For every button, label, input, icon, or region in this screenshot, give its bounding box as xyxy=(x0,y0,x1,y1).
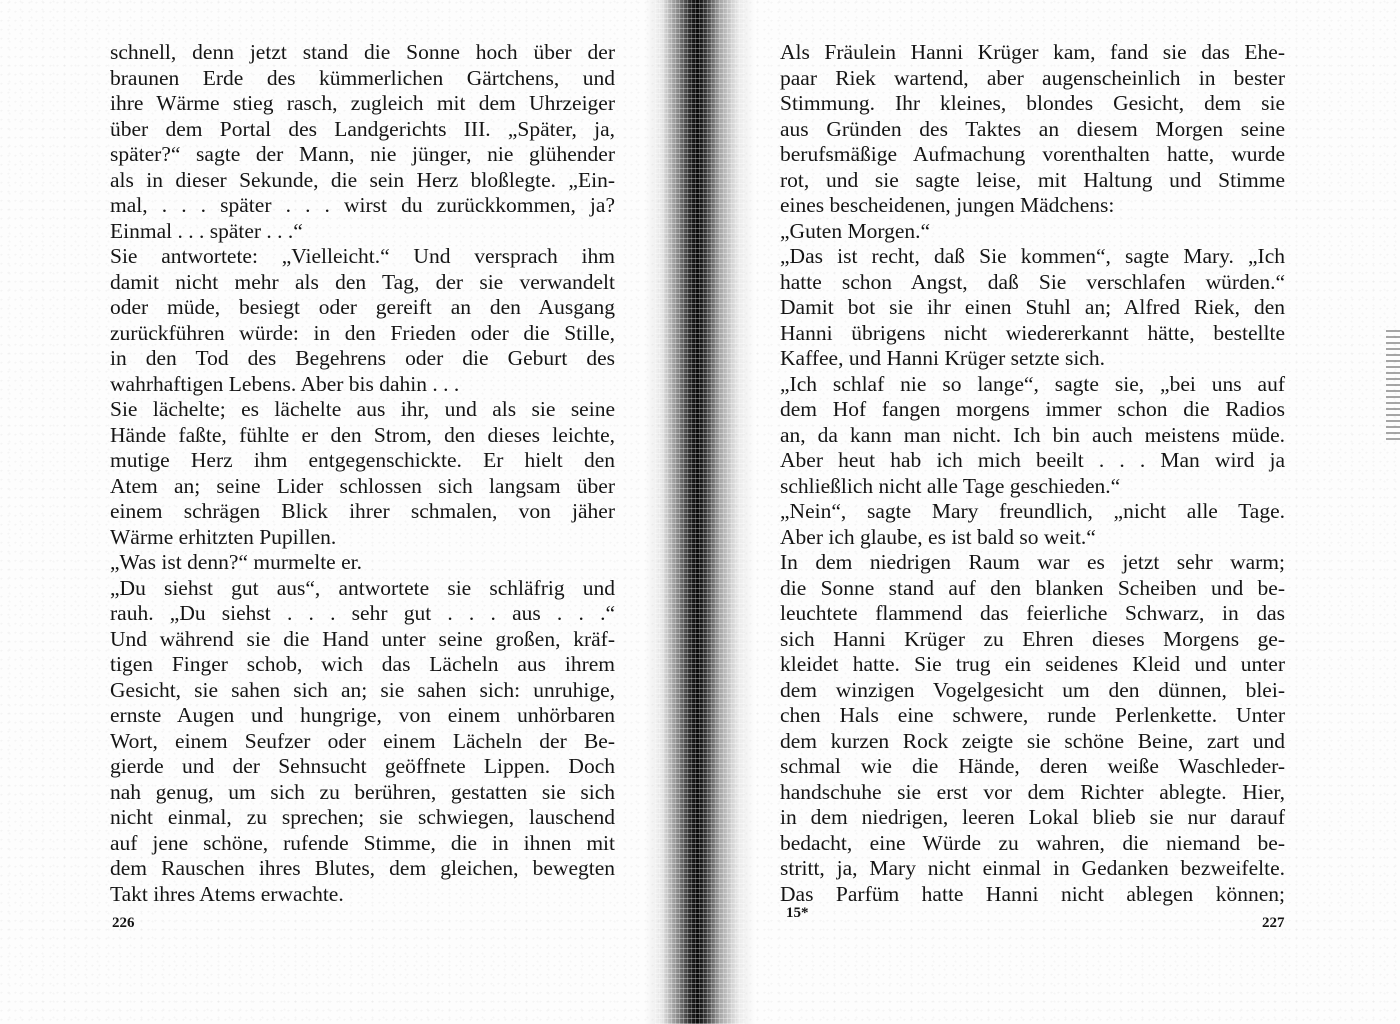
text-line: schließlich nicht alle Tage geschieden.“ xyxy=(780,473,1121,498)
text-line: kleidet hatte. Sie trug ein seidenes Kleid und unter xyxy=(780,652,1285,676)
text-line: Hände faßte, fühlte er den Strom, den dieses leichte, xyxy=(110,422,615,447)
text-line: dem Rauschen ihres Blutes, dem gleichen, bewegten xyxy=(110,856,615,880)
text-line: zurückführen würde: in den Frieden oder die Stille, xyxy=(110,320,615,345)
text-line: einem schrägen Blick ihrer schmalen, von jäher xyxy=(110,499,615,523)
text-line: dem winzigen Vogelgesicht um den dünnen, blei- xyxy=(780,677,1285,702)
signature-mark: 15* xyxy=(786,905,809,921)
text-line: Einmal . . . später . . .“ xyxy=(110,218,303,243)
text-line: tigen Finger schob, wich das Lächeln aus ihrem xyxy=(110,652,615,676)
text-line: Wärme erhitzten Pupillen. xyxy=(110,524,337,549)
text-line: Sie antwortete: „Vielleicht.“ Und versprach ihm xyxy=(110,244,615,268)
text-line: damit nicht mehr als den Tag, der sie verwandelt xyxy=(110,269,615,294)
text-line: rauh. „Du siehst . . . sehr gut . . . aus . . .“ xyxy=(110,601,615,625)
text-line: aus Gründen des Taktes an diesem Morgen seine xyxy=(780,116,1285,141)
text-line: oder müde, besiegt oder gereift an den Ausgang xyxy=(110,295,615,319)
text-line: Atem an; seine Lider schlossen sich langsam über xyxy=(110,473,615,498)
text-line: wahrhaftigen Lebens. Aber bis dahin . . . xyxy=(110,371,460,396)
text-line: Als Fräulein Hanni Krüger kam, fand sie das Ehe- xyxy=(780,40,1285,64)
left-page-number: 226 xyxy=(112,915,135,931)
text-line: gierde und der Sehnsucht geöffnete Lippen. Doch xyxy=(110,754,615,778)
text-line: nah genug, um sich zu berühren, gestatten sie sich xyxy=(110,779,615,804)
text-line: mutige Herz ihm entgegenschickte. Er hielt den xyxy=(110,448,615,472)
text-line: über dem Portal des Landgerichts III. „Später, ja, xyxy=(110,116,615,141)
text-line: Gesicht, sie sahen sich an; sie sahen sich: unruhige, xyxy=(110,677,615,702)
text-line: Kaffee, und Hanni Krüger setzte sich. xyxy=(780,346,1105,370)
text-line: Das Parfüm hatte Hanni nicht ablegen können; xyxy=(780,881,1285,906)
text-line: Damit bot sie ihr einen Stuhl an; Alfred Riek, den xyxy=(780,295,1285,319)
text-line: in den Tod des Begehrens oder die Geburt des xyxy=(110,346,615,370)
text-line: Takt ihres Atems erwachte. xyxy=(110,881,344,906)
text-line: dem kurzen Rock zeigte sie schöne Beine, zart und xyxy=(780,728,1285,753)
right-page-text xyxy=(780,40,1285,907)
right-page-number: 227 xyxy=(1262,915,1285,931)
text-line: „Ich schlaf nie so lange“, sagte sie, „bei uns auf xyxy=(780,371,1285,396)
text-line: „Guten Morgen.“ xyxy=(780,218,931,243)
text-line: Hanni übrigens nicht wiedererkannt hätte, bestellte xyxy=(780,320,1285,345)
text-line: paar Riek wartend, aber augenscheinlich in bester xyxy=(780,65,1285,90)
text-line: hatte schon Angst, daß Sie verschlafen würden.“ xyxy=(780,269,1285,294)
text-line: dem Hof fangen morgens immer schon die Radios xyxy=(780,397,1285,421)
text-line: Aber heut hab ich mich beeilt . . . Man wird ja xyxy=(780,448,1285,472)
text-line: auf jene schöne, rufende Stimme, die in ihnen mit xyxy=(110,830,615,855)
text-line: schnell, denn jetzt stand die Sonne hoch über der xyxy=(110,40,615,64)
text-line: ihre Wärme stieg rasch, zugleich mit dem Uhrzeiger xyxy=(110,91,615,115)
text-line: eines bescheidenen, jungen Mädchens: xyxy=(780,193,1115,217)
text-line: handschuhe sie erst vor dem Richter ablegte. Hier, xyxy=(780,779,1285,804)
text-line: Wort, einem Seufzer oder einem Lächeln der Be- xyxy=(110,728,615,753)
text-line: rot, und sie sagte leise, mit Haltung und Stimme xyxy=(780,167,1285,192)
text-line: als in dieser Sekunde, die sein Herz bloßlegte. „Ein- xyxy=(110,167,615,192)
text-line: Aber ich glaube, es ist bald so weit.“ xyxy=(780,524,1096,549)
text-line: stritt, ja, Mary nicht einmal in Gedanken bezweifelte. xyxy=(780,856,1285,880)
text-line: bedacht, eine Würde zu wahren, die niemand be- xyxy=(780,830,1285,855)
text-line: später?“ sagte der Mann, nie jünger, nie glühender xyxy=(110,142,615,166)
text-line: chen Hals eine schwere, runde Perlenkette. Unter xyxy=(780,703,1285,727)
text-line: leuchtete flammend das feierliche Schwarz, in das xyxy=(780,601,1285,625)
text-line: „Das ist recht, daß Sie kommen“, sagte Mary. „Ich xyxy=(780,244,1285,268)
text-line: schmal wie die Hände, deren weiße Waschleder- xyxy=(780,754,1285,778)
text-line: ernste Augen und hungrige, von einem unhörbaren xyxy=(110,703,615,727)
text-line: „Du siehst gut aus“, antwortete sie schläfrig und xyxy=(110,575,615,600)
text-line: sich Hanni Krüger zu Ehren dieses Morgens ge- xyxy=(780,626,1285,651)
page-edge-scan-mark xyxy=(1386,330,1400,440)
text-line: In dem niedrigen Raum war es jetzt sehr warm; xyxy=(780,550,1285,574)
text-line: an, da kann man nicht. Ich bin auch meistens müde. xyxy=(780,422,1285,447)
text-line: mal, . . . später . . . wirst du zurückkommen, ja? xyxy=(110,193,615,217)
text-line: die Sonne stand auf den blanken Scheiben und be- xyxy=(780,575,1285,600)
text-line: nicht einmal, zu sprechen; sie schwiegen, lauschend xyxy=(110,805,615,829)
text-line: „Nein“, sagte Mary freundlich, „nicht alle Tage. xyxy=(780,499,1285,523)
text-line: Stimmung. Ihr kleines, blondes Gesicht, dem sie xyxy=(780,91,1285,115)
text-line: berufsmäßige Aufmachung vorenthalten hatte, wurde xyxy=(780,142,1285,166)
left-page-text xyxy=(110,40,615,907)
gutter-scan-noise xyxy=(655,0,745,1024)
text-line: Und während sie die Hand unter seine großen, kräf- xyxy=(110,626,615,651)
text-line: „Was ist denn?“ murmelte er. xyxy=(110,550,362,574)
text-line: in dem niedrigen, leeren Lokal blieb sie nur darauf xyxy=(780,805,1285,829)
text-line: Sie lächelte; es lächelte aus ihr, und als sie seine xyxy=(110,397,615,421)
text-line: braunen Erde des kümmerlichen Gärtchens, und xyxy=(110,65,615,90)
